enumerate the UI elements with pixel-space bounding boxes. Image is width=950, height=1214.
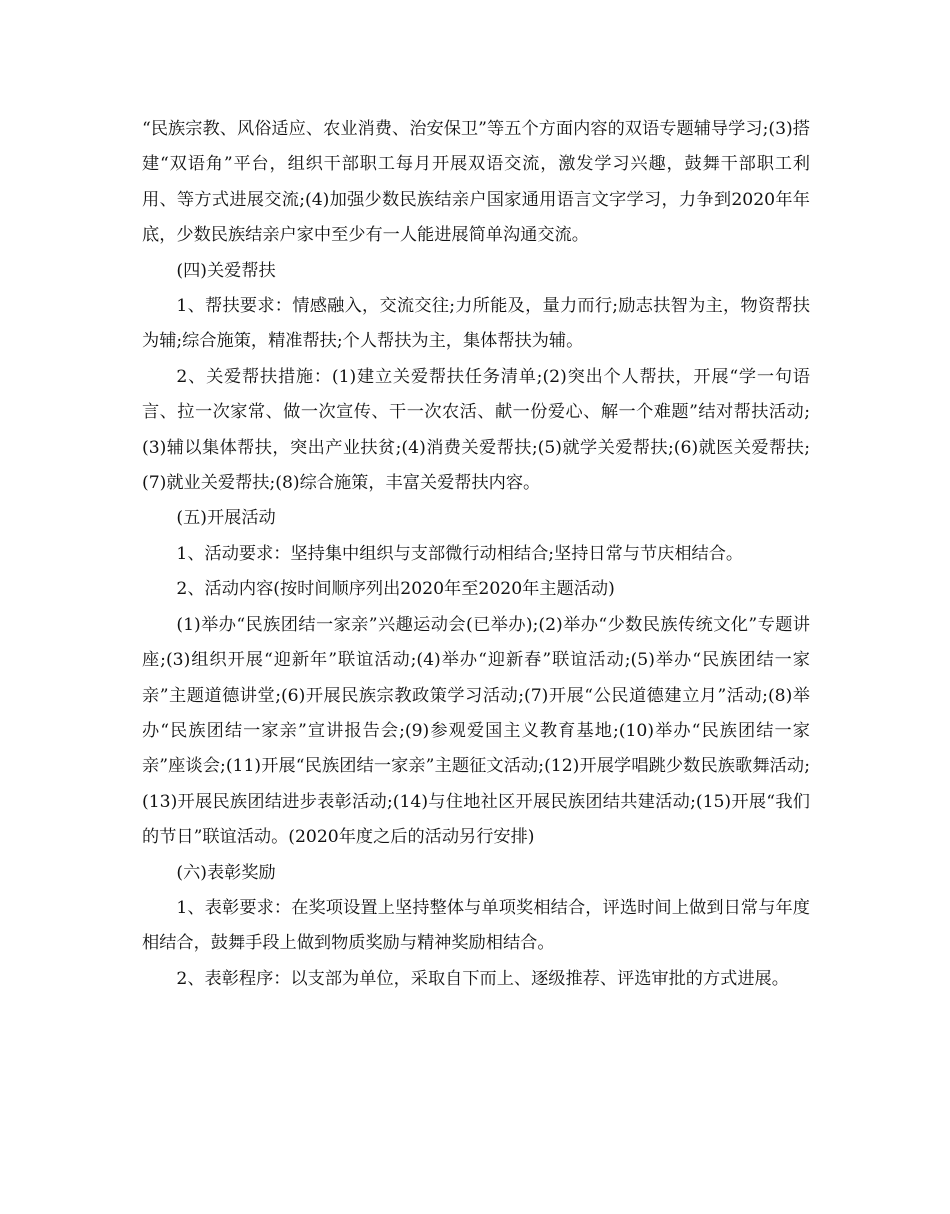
- paragraph-3: 1、帮扶要求：情感融入，交流交往;力所能及，量力而行;励志扶智为主，物资帮扶为辅;综合施策，精准帮扶;个人帮扶为主，集体帮扶为辅。: [142, 296, 810, 352]
- section-heading-6: (六)表彰奖励: [176, 862, 276, 883]
- paragraph-6: 1、活动要求：坚持集中组织与支部微行动相结合;坚持日常与节庆相结合。: [176, 543, 744, 564]
- section-heading-5: (五)开展活动: [176, 508, 276, 529]
- section-heading-4: (四)关爱帮扶: [176, 260, 276, 281]
- document-body: [142, 112, 810, 997]
- paragraph-11: 2、表彰程序：以支部为单位，采取自下而上、逐级推荐、评选审批的方式进展。: [176, 968, 789, 989]
- paragraph-4: 2、关爱帮扶措施：(1)建立关爱帮扶任务清单;(2)突出个人帮扶，开展“学一句语言、拉一次家常、做一次宣传、干一次农活、献一份爱心、解一个难题”结对帮扶活动;(3)辅以集体帮扶，突出产业扶贫;(4)消费关爱帮扶;(5)就学关爱帮扶;(6)就医关爱帮扶;(7)就业关爱帮扶;(8)综合施策，丰富关爱帮扶内容。: [142, 366, 810, 494]
- paragraph-1: “民族宗教、风俗适应、农业消费、治安保卫”等五个方面内容的双语专题辅导学习;(3)搭建“双语角”平台，组织干部职工每月开展双语交流，激发学习兴趣，鼓舞干部职工利用、等方式进展交流;(4)加强少数民族结亲户国家通用语言文字学习，力争到2020年年底，少数民族结亲户家中至少有一人能进展简单沟通交流。: [142, 119, 810, 246]
- paragraph-8: (1)举办“民族团结一家亲”兴趣运动会(已举办);(2)举办“少数民族传统文化”专题讲座;(3)组织开展“迎新年”联谊活动;(4)举办“迎新春”联谊活动;(5)举办“民族团结一家亲”主题道德讲堂;(6)开展民族宗教政策学习活动;(7)开展“公民道德建立月”活动;(8)举办“民族团结一家亲”宣讲报告会;(9)参观爱国主义教育基地;(10)举办“民族团结一家亲”座谈会;(11)开展“民族团结一家亲”主题征文活动;(12)开展学唱跳少数民族歌舞活动;(13)开展民族团结进步表彰活动;(14)与住地社区开展民族团结共建活动;(15)开展“我们的节日”联谊活动。(2020年度之后的活动另行安排): [142, 614, 810, 848]
- paragraph-7: 2、活动内容(按时间顺序列出2020年至2020年主题活动): [176, 579, 615, 600]
- paragraph-10: 1、表彰要求：在奖项设置上坚持整体与单项奖相结合，评选时间上做到日常与年度相结合，鼓舞手段上做到物质奖励与精神奖励相结合。: [142, 897, 810, 954]
